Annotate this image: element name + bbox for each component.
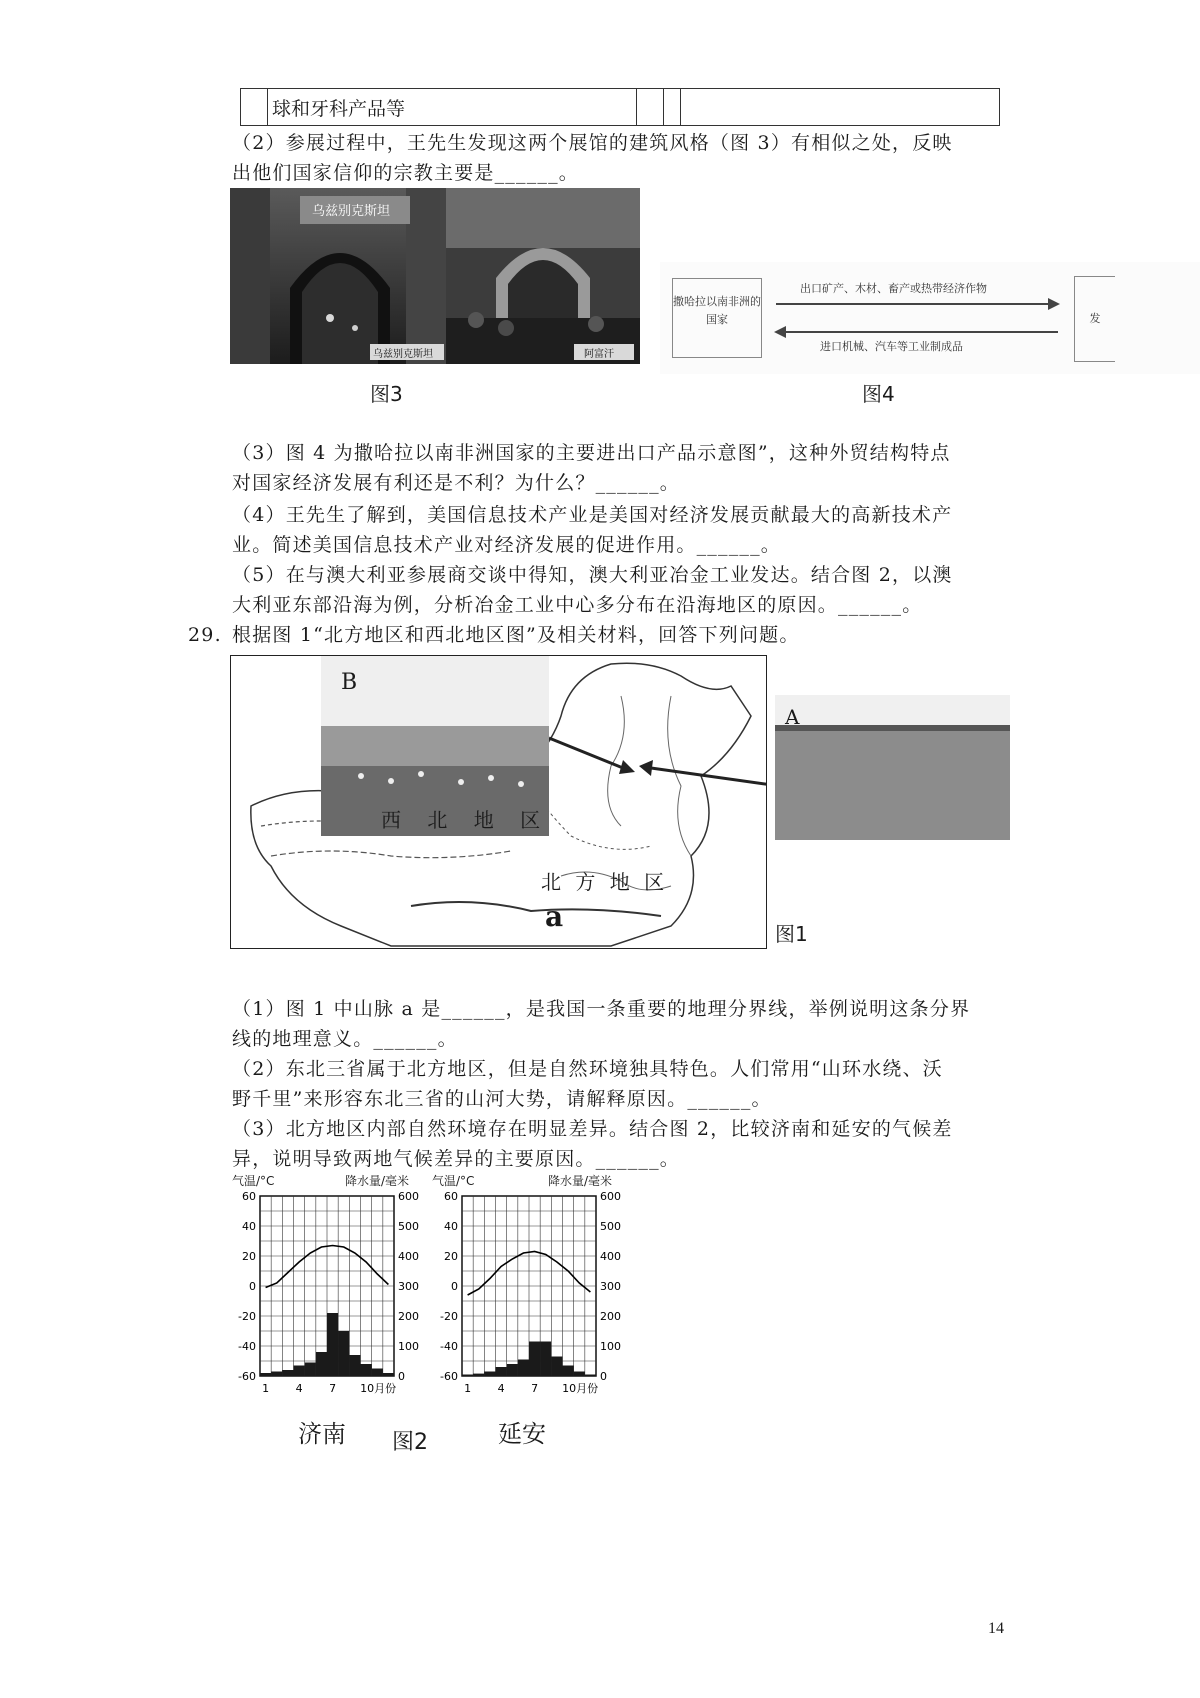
- yanan-label: 延安: [498, 1420, 546, 1448]
- q28-part3-line2: 对国家经济发展有利还是不利？为什么？______。: [232, 472, 681, 494]
- precip-tick-label: 400: [600, 1250, 621, 1263]
- temp-tick-label: 40: [444, 1220, 458, 1233]
- precip-bar: [574, 1372, 585, 1377]
- precip-bar: [496, 1367, 507, 1376]
- q29-part2-line1: （2）东北三省属于北方地区，但是自然环境独具特色。人们常用“山环水绕、沃: [232, 1058, 944, 1080]
- precip-tick-label: 100: [600, 1340, 621, 1353]
- q28-part4-line1: （4）王先生了解到，美国信息技术产业是美国对经济发展贡献最大的高新技术产: [232, 504, 953, 526]
- precip-tick-label: 200: [398, 1310, 419, 1323]
- month-tick-label: 4: [497, 1382, 505, 1395]
- precip-tick-label: 500: [398, 1220, 419, 1233]
- q29-part1-line2: 线的地理意义。______。: [232, 1028, 458, 1050]
- north-region-label: 北 方 地 区: [541, 870, 669, 894]
- precip-tick-label: 600: [600, 1190, 621, 1203]
- precip-bar: [372, 1369, 383, 1377]
- import-text: 进口机械、汽车等工业制成品: [820, 340, 963, 353]
- month-tick-label: 10月份: [562, 1382, 599, 1395]
- farmland-photo-a: [775, 695, 1010, 840]
- temp-tick-label: 20: [444, 1250, 458, 1263]
- q29-part3-line2: 异，说明导致两地气候差异的主要原因。______。: [232, 1148, 681, 1170]
- q29-part2-line2: 野千里”来形容东北三省的山河大势，请解释原因。______。: [232, 1088, 772, 1110]
- figure3-caption: 图3: [370, 382, 403, 406]
- precip-bar: [507, 1364, 518, 1376]
- q28-part5-line1: （5）在与澳大利亚参展商交谈中得知，澳大利亚冶金工业发达。结合图 2，以澳: [232, 564, 953, 586]
- temp-tick-label: 20: [242, 1250, 256, 1263]
- subsaharan-africa-box: 撒哈拉以南非洲的国家: [672, 278, 762, 358]
- photo-label-afghanistan: 阿富汗: [584, 349, 614, 360]
- q28-part3-line1: （3）图 4 为撒哈拉以南非洲国家的主要进出口产品示意图”，这种外贸结构特点: [232, 442, 951, 464]
- precip-bar: [260, 1373, 271, 1376]
- northwest-region-label: 西 北 地 区: [381, 808, 551, 832]
- developed-country-box: 发: [1074, 276, 1115, 362]
- temp-tick-label: 0: [249, 1280, 256, 1293]
- photo-a-label: A: [785, 705, 800, 729]
- temp-tick-label: -40: [440, 1340, 458, 1353]
- temp-tick-label: 60: [242, 1190, 256, 1203]
- mountain-a-label: a: [545, 900, 564, 933]
- precip-tick-label: 0: [600, 1370, 607, 1383]
- jinan-label: 济南: [298, 1420, 346, 1448]
- figure4-caption: 图4: [862, 382, 895, 406]
- q28-part2-line2: 出他们国家信仰的宗教主要是______。: [232, 162, 580, 184]
- afghanistan-pavilion-photo: [446, 188, 640, 364]
- precip-bar: [473, 1374, 484, 1376]
- precip-bar: [338, 1331, 349, 1376]
- month-tick-label: 7: [531, 1382, 539, 1395]
- yanan-temp-axis-title: 气温/°C: [432, 1174, 475, 1188]
- precip-tick-label: 600: [398, 1190, 419, 1203]
- precip-bar: [271, 1372, 282, 1377]
- yanan-precip-axis-title: 降水量/毫米: [548, 1174, 613, 1188]
- figure1-caption: 图1: [775, 922, 808, 946]
- precip-bar: [327, 1313, 338, 1376]
- table-cell: [241, 89, 268, 126]
- figure4-diagram: [660, 262, 1200, 374]
- q29-intro: 根据图 1“北方地区和西北地区图”及相关材料，回答下列问题。: [232, 624, 800, 646]
- month-tick-label: 7: [329, 1382, 337, 1395]
- temp-tick-label: -60: [238, 1370, 256, 1383]
- table-cell: [681, 89, 1000, 126]
- uzbekistan-pavilion-photo: [230, 188, 446, 364]
- q28-part4-line2: 业。简述美国信息技术产业对经济发展的促进作用。______。: [232, 534, 782, 556]
- precip-bar: [529, 1342, 540, 1377]
- month-tick-label: 10月份: [360, 1382, 397, 1395]
- table-cell: [664, 89, 681, 126]
- month-tick-label: 1: [464, 1382, 472, 1395]
- figure2-caption: 图2: [392, 1430, 428, 1455]
- temp-tick-label: 40: [242, 1220, 256, 1233]
- temp-tick-label: -40: [238, 1340, 256, 1353]
- q29-number: 29.: [188, 624, 222, 646]
- precip-bar: [462, 1375, 473, 1377]
- table-cell-text: 球和牙科产品等: [268, 89, 637, 126]
- figure1-map: [230, 655, 767, 949]
- table-cell: [637, 89, 664, 126]
- q28-part2-line1: （2）参展过程中，王先生发现这两个展馆的建筑风格（图 3）有相似之处，反映: [232, 132, 953, 154]
- precip-bar: [540, 1342, 551, 1377]
- precip-bar: [563, 1366, 574, 1377]
- precip-tick-label: 200: [600, 1310, 621, 1323]
- q28-part5-line2: 大利亚东部沿海为例，分析冶金工业中心多分布在沿海地区的原因。______。: [232, 594, 923, 616]
- export-text: 出口矿产、木材、畜产或热带经济作物: [800, 282, 987, 295]
- precip-bar: [383, 1373, 394, 1376]
- precip-bar: [316, 1352, 327, 1376]
- pavilion-sign-text: 乌兹别克斯坦: [312, 204, 391, 219]
- precip-bar: [294, 1366, 305, 1377]
- precip-bar: [585, 1375, 596, 1377]
- precip-tick-label: 300: [398, 1280, 419, 1293]
- precip-bar: [282, 1370, 293, 1376]
- temp-tick-label: 60: [444, 1190, 458, 1203]
- temp-tick-label: 0: [451, 1280, 458, 1293]
- temp-tick-label: -60: [440, 1370, 458, 1383]
- month-tick-label: 4: [295, 1382, 303, 1395]
- temp-tick-label: -20: [440, 1310, 458, 1323]
- precip-bar: [305, 1363, 316, 1377]
- jinan-climate-chart: [222, 1188, 432, 1408]
- jinan-precip-axis-title: 降水量/毫米: [345, 1174, 410, 1188]
- page-number: 14: [988, 1620, 1004, 1637]
- precip-tick-label: 500: [600, 1220, 621, 1233]
- q29-part1-line1: （1）图 1 中山脉 a 是______，是我国一条重要的地理分界线，举例说明这条分界: [232, 998, 971, 1020]
- precip-bar: [551, 1357, 562, 1377]
- yanan-climate-chart: [424, 1188, 634, 1408]
- precip-bar: [349, 1355, 360, 1376]
- precip-bar: [518, 1360, 529, 1377]
- photo-label-uzbekistan: 乌兹别克斯坦: [373, 349, 433, 360]
- month-tick-label: 1: [262, 1382, 270, 1395]
- precip-tick-label: 400: [398, 1250, 419, 1263]
- temp-tick-label: -20: [238, 1310, 256, 1323]
- precip-tick-label: 100: [398, 1340, 419, 1353]
- precip-bar: [361, 1364, 372, 1376]
- precip-tick-label: 0: [398, 1370, 405, 1383]
- precip-tick-label: 300: [600, 1280, 621, 1293]
- continuation-table: [240, 88, 1000, 126]
- jinan-temp-axis-title: 气温/°C: [232, 1174, 275, 1188]
- precip-bar: [484, 1372, 495, 1377]
- table-row: [241, 89, 1000, 126]
- photo-b-label: B: [341, 670, 358, 695]
- q29-part3-line1: （3）北方地区内部自然环境存在明显差异。结合图 2，比较济南和延安的气候差: [232, 1118, 953, 1140]
